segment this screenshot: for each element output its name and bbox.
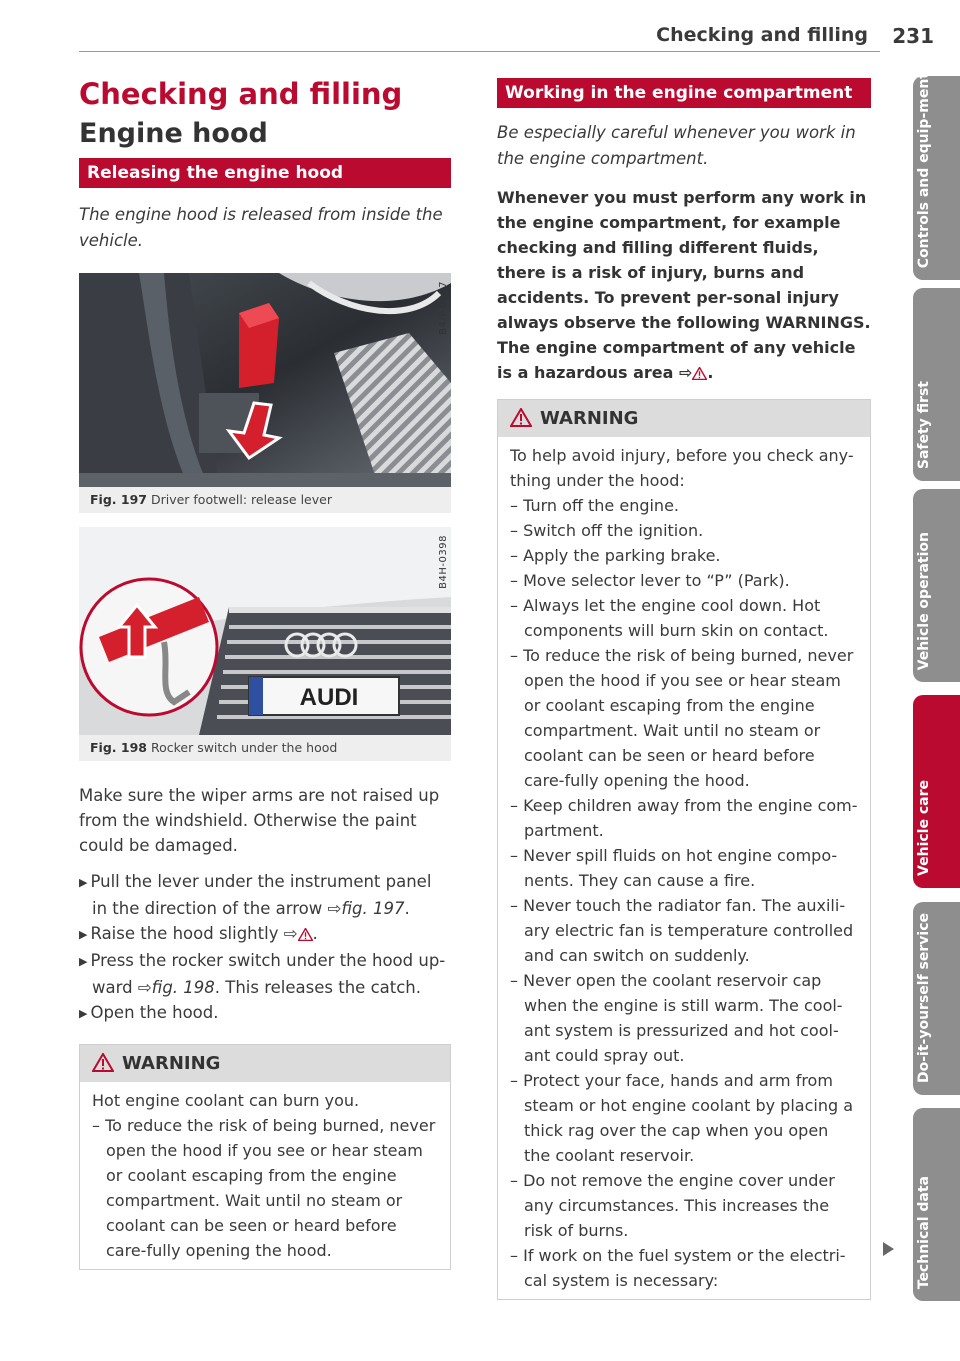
step-triangle-icon: ▶ [79,955,88,968]
warning-box-engine-compartment [497,399,871,1300]
warning-box-coolant [79,1044,451,1270]
figure-198 [79,527,451,761]
warning-item: – Keep children away from the engine com-partment. [510,793,858,843]
left-column [79,70,451,1270]
footwell-illustration [79,273,451,487]
warning-body [498,437,870,1299]
header-rule [79,51,880,52]
figure-198-caption-text: Rocker switch under the hood [150,740,338,755]
warning-lead: To help avoid injury, before you check any-thing under the hood: [510,446,854,490]
warning-reference-link[interactable]: ⇨ [284,924,313,943]
warning-title: WARNING [122,1053,221,1074]
warning-item: – Do not remove the engine cover under any circumstances. This increases the risk of burns. [510,1168,858,1243]
right-column [497,70,871,1300]
step-triangle-icon: ▶ [79,928,88,941]
warning-triangle-icon [92,1053,114,1072]
warning-list [92,1113,438,1263]
figure-197 [79,273,451,513]
warning-item: – To reduce the risk of being burned, never open the hood if you see or hear steam or coolant escaping from the engine compartment. Wait until no steam or coolant can be seen or heard before care-fully opening the hood. [510,643,858,793]
license-plate-text: AUDI [299,684,359,711]
tab-vehicle-care[interactable]: Vehicle care [913,695,960,888]
step-item: ▶ Pull the lever under the instrument panel in the direction of the arrow ⇨fig. 197. [79,872,432,918]
warning-body [80,1082,450,1269]
figure-198-code: B4H-0398 [438,535,449,589]
figure-reference-link[interactable]: ⇨fig. 197 [327,899,405,918]
tab-do-it-yourself-service[interactable]: Do-it-yourself service [913,902,960,1095]
figure-197-caption [79,487,451,513]
warning-lead: Hot engine coolant can burn you. [92,1091,360,1110]
warning-header [80,1045,450,1082]
tab-controls-and-equipment[interactable]: Controls and equip-ment [913,76,960,280]
page-number: 231 [892,24,934,48]
warning-item: – Always let the engine cool down. Hot components will burn skin on contact. [510,593,858,643]
figure-reference-link[interactable]: ⇨fig. 198 [137,978,215,997]
tab-technical-data[interactable]: Technical data [913,1108,960,1301]
figure-197-caption-text: Driver footwell: release lever [150,492,332,507]
tab-vehicle-operation[interactable]: Vehicle operation [913,489,960,682]
warning-reference-link[interactable]: ⇨ [679,363,707,382]
bold-paragraph: Whenever you must perform any work in the engine compartment, for example checking and filling different fluids, there is a risk of injury, burns and accidents. To prevent per-sonal injury always observe the following WARNINGS. The engine compartment of any vehicle is a hazardous area ⇨ . [497,188,871,382]
warning-item: – Protect your face, hands and arm from steam or hot engine coolant by placing a thick rag over the cap when you open the coolant reservoir. [510,1068,858,1168]
figure-198-label: Fig. 198 [90,740,147,755]
warning-item: – If work on the fuel system or the electri-cal system is necessary: [510,1243,858,1293]
intro-working: Be especially careful whenever you work in the engine compartment. [497,123,856,168]
step-triangle-icon: ▶ [79,1007,88,1020]
step-item: ▶ Open the hood. [79,1003,219,1022]
continued-arrow-icon [883,1242,894,1256]
body-paragraph: Make sure the wiper arms are not raised up from the windshield. Otherwise the paint could be damaged. [79,786,440,855]
warning-header [498,400,870,437]
section-title: Engine hood [79,118,268,149]
warning-title: WARNING [540,408,639,429]
running-head: Checking and filling [656,24,868,46]
warning-triangle-icon [692,367,707,380]
warning-item: – Switch off the ignition. [510,518,858,543]
warning-item: – Never touch the radiator fan. The auxili-ary electric fan is temperature controlled and can switch on suddenly. [510,893,858,968]
warning-item: – Apply the parking brake. [510,543,858,568]
subsection-title-release: Releasing the engine hood [79,158,451,188]
warning-triangle-icon [510,408,532,427]
warning-item: – Never spill fluids on hot engine compo-nents. They can cause a fire. [510,843,858,893]
figure-197-code: B4H-0397 [438,281,449,335]
warning-list [510,493,858,1293]
tab-safety-first[interactable]: Safety first [913,288,960,481]
chapter-title: Checking and filling [79,77,403,111]
figure-198-caption [79,735,451,761]
warning-item: – Turn off the engine. [510,493,858,518]
step-item: ▶ Raise the hood slightly ⇨ . [79,924,318,943]
step-item: ▶ Press the rocker switch under the hood up-ward ⇨fig. 198. This releases the catch. [79,951,446,997]
warning-triangle-icon [298,928,313,941]
figure-197-label: Fig. 197 [90,492,147,507]
subsection-title-working: Working in the engine compartment [497,78,871,108]
warning-item: – To reduce the risk of being burned, never open the hood if you see or hear steam or coolant escaping from the engine compartment. Wait until no steam or coolant can be seen or heard before care-fully opening the hood. [92,1113,438,1263]
warning-item: – Move selector lever to “P” (Park). [510,568,858,593]
intro-release: The engine hood is released from inside the vehicle. [79,205,443,250]
warning-item: – Never open the coolant reservoir cap when the engine is still warm. The cool-ant system is pressurized and hot cool-ant could spray out. [510,968,858,1068]
release-steps [79,869,451,1027]
step-triangle-icon: ▶ [79,876,88,889]
grille-illustration [79,527,451,735]
